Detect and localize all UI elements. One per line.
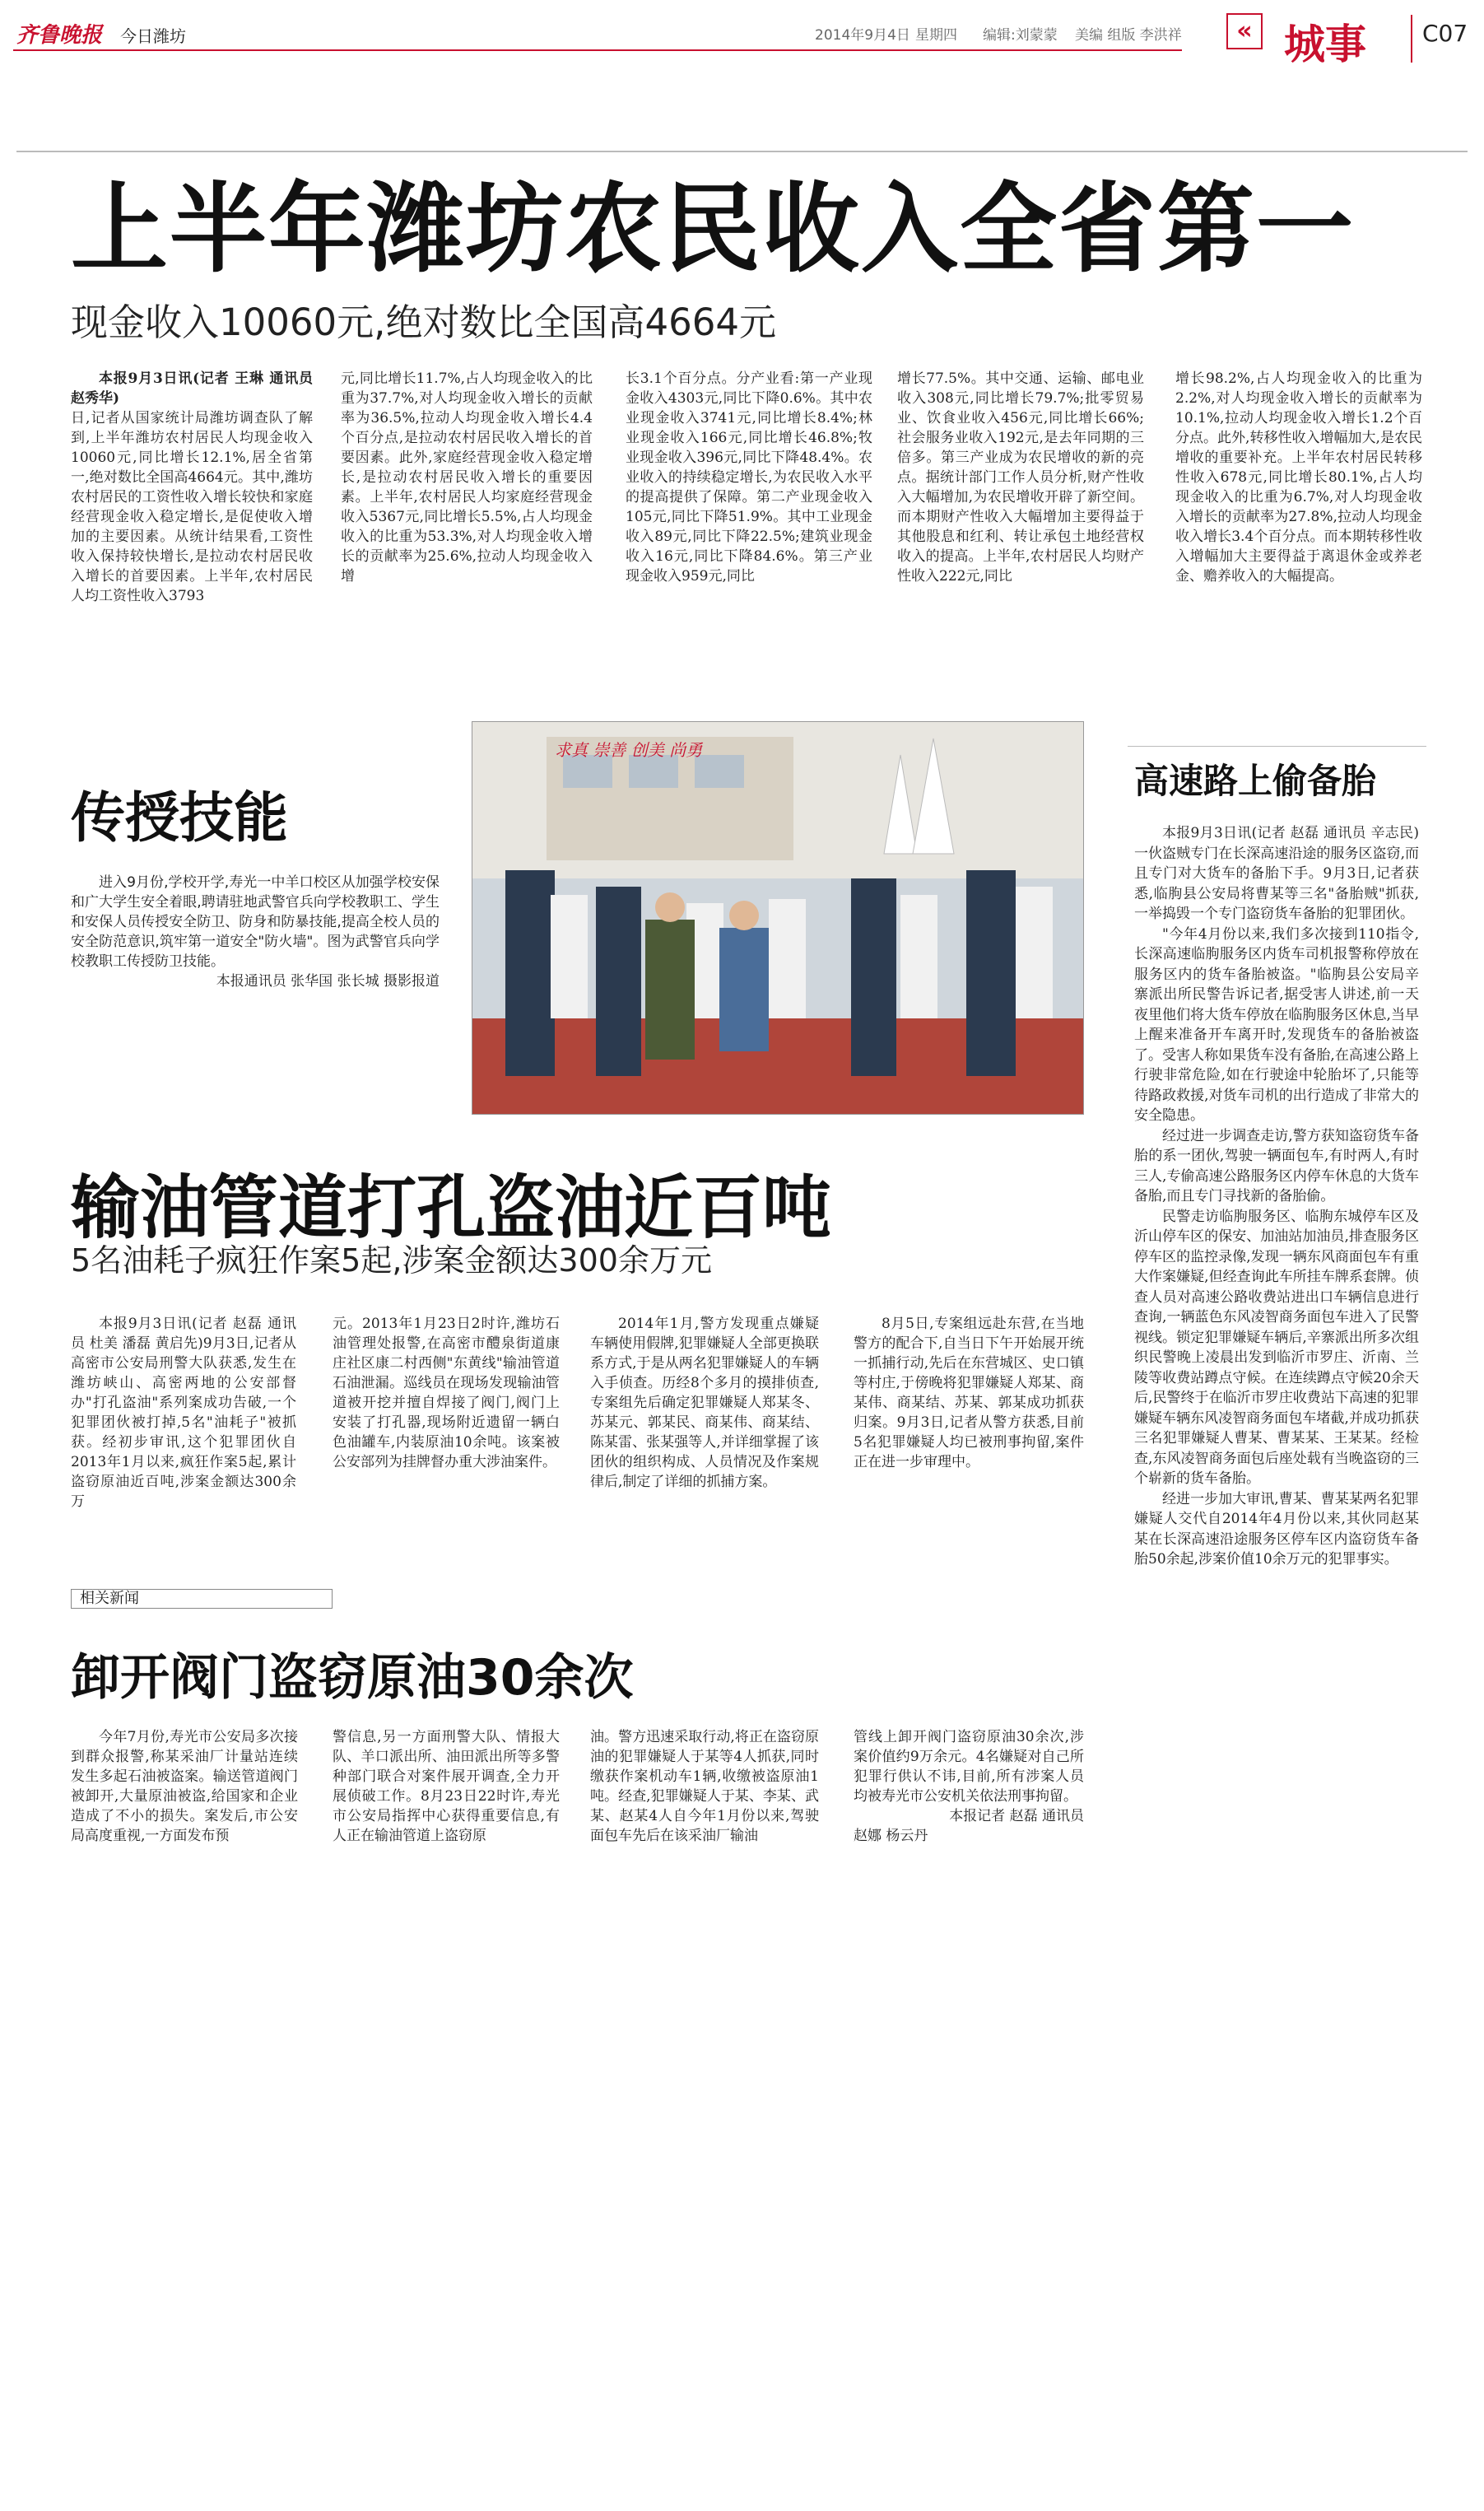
related-paragraph: 警信息,另一方面刑警大队、情报大队、羊口派出所、油田派出所等多警种部门联合对案件展开调查,全力开展侦破工作。8月23日22时许,寿光市公安局指挥中心获得重要信息,有人正在输油管道上盗窃原 <box>333 1729 560 1844</box>
section-divider <box>1411 15 1412 63</box>
editor-label: 编辑:刘蒙蒙 <box>983 27 1058 44</box>
oil-column-3 <box>590 1314 819 1569</box>
related-column-1 <box>71 1727 298 1875</box>
page-number: C07 <box>1422 20 1468 47</box>
oil-subheadline: 5名油耗子疯狂作案5起,涉案金额达300余万元 <box>71 1242 712 1279</box>
highway-top-rule <box>1128 746 1426 747</box>
related-paragraph: 油。警方迅速采取行动,将正在盗窃原油的犯罪嫌疑人于某等4人抓获,同时缴获作案机动车1辆,收缴被盗原油1吨。经查,犯罪嫌疑人于某、李某、武某、赵某4人自今年1月份以来,驾驶面包车先后在该采油厂输油 <box>590 1729 819 1844</box>
date-label: 2014年9月4日 <box>815 27 910 44</box>
oil-headline: 输油管道打孔盗油近百吨 <box>71 1167 832 1248</box>
lead-paragraph: 增长77.5%。其中交通、运输、邮电业收入308元,同比增长79.7%;批零贸易业、饮食业收入456元,同比增长66%;社会服务业收入192元,是去年同期的三倍多。第三产业成为农民增收的新的亮点。据统计部门工作人员分析,财产性收入大幅增加,为农民增收开辟了新空间。而本期财产性收入大幅增加主要得益于其他股息和红利、转让承包土地经营权收入的提高。上半年,农村居民人均财产性收入222元,同比 <box>897 370 1144 585</box>
related-paragraph: 今年7月份,寿光市公安局多次接到群众报警,称某采油厂计量站连续发生多起石油被盗案。输送管道阀门被卸开,大量原油被盗,给国家和企业造成了不小的损失。案发后,市公安局高度重视,一方面发布预 <box>71 1729 298 1844</box>
oil-column-2 <box>333 1314 560 1569</box>
related-credit-1: 本报记者 赵磊 通讯员 <box>949 1808 1084 1824</box>
section-title: 城事 <box>1284 21 1366 68</box>
lead-headline: 上半年潍坊农民收入全省第一 <box>71 172 1356 286</box>
related-column-4 <box>854 1727 1084 1875</box>
news-photo <box>472 721 1084 1115</box>
oil-paragraph: 8月5日,专案组远赴东营,在当地警方的配合下,自当日下午开始展开统一抓捕行动,先后在东营城区、史口镇等村庄,于傍晚将犯罪嫌疑人郑某、商某伟、商某结、苏某、郭某成功抓获归案。9月3日,记者从警方获悉,目前5名犯罪嫌疑人均已被刑事拘留,案件正在进一步审理中。 <box>854 1316 1084 1470</box>
highway-paragraph: 经过进一步调查走访,警方获知盗窃货车备胎的系一团伙,驾驶一辆面包车,有时两人,有时三人,专偷高速公路服务区内停车休息的大货车备胎,而且专门寻找新的备胎偷。 <box>1134 1127 1419 1204</box>
section-chevron-icon: « <box>1226 13 1263 49</box>
lead-column-4 <box>897 369 1144 673</box>
lead-byline: 本报9月3日讯(记者 王琳 通讯员 赵秀华) <box>71 370 313 407</box>
lead-paragraph: 长3.1个百分点。分产业看:第一产业现金收入4303元,同比下降0.6%。其中农业现金收入3741元,同比增长8.4%;林业现金收入166元,同比增长46.8%;牧业现金收入396元,同比下降48.4%。农业收入的持续稳定增长,为农民收入水平的提高提供了保障。第二产业现金收入105元,同比下降51.9%。其中工业现金收入89元,同比下降22.5%;建筑业现金收入16元,同比下降84.6%。第三产业现金收入959元,同比 <box>626 370 872 585</box>
photo-illustration <box>472 722 1083 1114</box>
highway-paragraph: 本报9月3日讯(记者 赵磊 通讯员 辛志民)一伙盗贼专门在长深高速沿途的服务区盗窃,而且专门对大货车的备胎下手。9月3日,记者获悉,临朐县公安局将曹某等三名"备胎贼"抓获,一举捣毁一个专门盗窃货车备胎的犯罪团伙。 <box>1134 825 1419 922</box>
related-credit-2: 赵娜 杨云丹 <box>854 1828 928 1844</box>
top-rule <box>16 151 1468 152</box>
related-label: 相关新闻 <box>80 1590 139 1607</box>
lead-column-5 <box>1175 369 1422 673</box>
related-label-box <box>71 1589 333 1609</box>
oil-column-4 <box>854 1314 1084 1569</box>
related-headline: 卸开阀门盗窃原油30余次 <box>71 1649 634 1707</box>
related-paragraph: 管线上卸开阀门盗窃原油30余次,涉案价值约9万余元。4名嫌疑对自己所犯罪行供认不讳,目前,所有涉案人员均被寿光市公安机关依法刑事拘留。 <box>854 1729 1084 1805</box>
lead-paragraph: 增长98.2%,占人均现金收入的比重为2.2%,对人均现金收入增长的贡献率为10.1%,拉动人均现金收入增长1.2个百分点。此外,转移性收入增幅加大,是农民增收的重要补充。上半年农村居民转移性收入678元,同比增长80.1%,占人均现金收入的比重为6.7%,对人均现金收入增长的贡献率为27.8%,拉动人均现金收入增长3.4个百分点。而本期转移性收入增幅加大主要得益于离退休金或养老金、赡养收入的大幅提高。 <box>1175 370 1422 585</box>
highway-body <box>1134 823 1419 1869</box>
photo-headline: 传授技能 <box>71 786 288 850</box>
highway-paragraph: "今年4月份以来,我们多次接到110指令,长深高速临朐服务区内货车司机报警称停放在服务区内的货车备胎被盗。"临朐县公安局辛寨派出所民警告诉记者,据受害人讲述,前一天夜里他们将大货车停放在临朐服务区休息,当早上醒来准备开车离开时,发现货车的备胎被盗了。受害人称如果货车没有备胎,在高速公路上行驶非常危险,如在行驶途中轮胎坏了,只能等待路政救援,对货车司机的出行造成了非常大的安全隐患。 <box>1134 925 1419 1124</box>
highway-headline: 高速路上偷备胎 <box>1134 761 1377 801</box>
header-rule <box>13 49 1182 51</box>
photo-caption: 进入9月份,学校开学,寿光一中羊口校区从加强学校安保和广大学生安全着眼,聘请驻地武警官兵向学校教职工、学生和安保人员传授安全防卫、防身和防暴技能,提高全校人员的安全防范意识,筑牢第一道安全"防火墙"。图为武警官兵向学校教职工传授防卫技能。 <box>71 874 440 970</box>
oil-column-1 <box>71 1314 296 1569</box>
oil-paragraph: 2014年1月,警方发现重点嫌疑车辆使用假牌,犯罪嫌疑人全部更换联系方式,于是从两名犯罪嫌疑人的车辆入手侦查。历经8个多月的摸排侦查,专案组先后确定犯罪嫌疑人郑某冬、苏某元、郭某民、商某伟、商某结、陈某雷、张某强等人,并详细掌握了该团伙的组织构成、人员情况及作案规律后,制定了详细的抓捕方案。 <box>590 1316 819 1490</box>
lead-subheadline: 现金收入10060元,绝对数比全国高4664元 <box>71 300 776 344</box>
lead-column-1 <box>71 369 313 673</box>
designer-label: 美编 组版 李洪祥 <box>1075 27 1182 44</box>
photo-caption-block <box>71 873 440 1046</box>
related-column-3 <box>590 1727 819 1875</box>
highway-paragraph: 经进一步加大审讯,曹某、曹某某两名犯罪嫌疑人交代自2014年4月份以来,其伙同赵某某在长深高速沿途服务区停车区内盗窃货车备胎50余起,涉案价值10余万元的犯罪事实。 <box>1134 1490 1419 1568</box>
oil-paragraph: 本报9月3日讯(记者 赵磊 通讯员 杜美 潘磊 黄启先)9月3日,记者从高密市公安局刑警大队获悉,发生在潍坊峡山、高密两地的公安部督办"打孔盗油"系列案成功告破,一个犯罪团伙被打掉,5名"油耗子"被抓获。经初步审讯,这个犯罪团伙自2013年1月以来,疯狂作案5起,累计盗窃原油近百吨,涉案金额达300余万 <box>71 1316 296 1510</box>
oil-paragraph: 元。2013年1月23日2时许,潍坊石油管理处报警,在高密市醴泉街道康庄社区康二村西侧"东黄线"输油管道石油泄漏。巡线员在现场发现输油管道被开挖并擅自焊接了阀门,阀门上安装了打孔器,现场附近遗留一辆白色油罐车,内装原油10余吨。该案被公安部列为挂牌督办重大涉油案件。 <box>333 1316 560 1470</box>
weekday-label: 星期四 <box>915 27 957 44</box>
photo-credit: 本报通讯员 张华国 张长城 摄影报道 <box>216 973 440 990</box>
photo-banner-text: 求真 崇善 创美 尚勇 <box>555 740 703 760</box>
related-column-2 <box>333 1727 560 1875</box>
lead-column-2 <box>341 369 593 673</box>
edition-label: 今日潍坊 <box>120 26 186 46</box>
paper-name: 齐鲁晚报 <box>16 23 103 48</box>
highway-paragraph: 民警走访临朐服务区、临朐东城停车区及沂山停车区的保安、加油站加油员,排查服务区停车区的监控录像,发现一辆东风商面包车有重大作案嫌疑,但经查询此车所挂车牌系套牌。侦查人员对高速公路收费站进出口车辆信息进行查询,一辆蓝色东风凌智商务面包车进入了民警视线。锁定犯罪嫌疑车辆后,辛寨派出所多次组织民警晚上凌晨出发到临沂市罗庄、沂南、兰陵等收费站蹲点守候。在连续蹲点守候20余天后,民警终于在临沂市罗庄收费站下高速的犯罪嫌疑车辆东风凌智商务面包车堵截,并成功抓获三名犯罪嫌疑人曹某、曹某某、王某某。经检查,东风凌智商务面包后座处载有当晚盗窃的三个崭新的货车备胎。 <box>1134 1208 1419 1487</box>
lead-paragraph: 日,记者从国家统计局潍坊调查队了解到,上半年潍坊农村居民人均现金收入10060元,同比增长12.1%,居全省第一,绝对数比全国高4664元。其中,潍坊农村居民的工资性收入增长较快和家庭经营现金收入稳定增长,是促使收入增加的主要因素。从统计结果看,工资性收入保持较快增长,是拉动农村居民收入增长的首要因素。上半年,农村居民人均工资性收入3793 <box>71 410 313 604</box>
lead-column-3 <box>626 369 872 673</box>
lead-paragraph: 元,同比增长11.7%,占人均现金收入的比重为37.7%,对人均现金收入增长的贡献率为36.5%,拉动人均现金收入增长4.4个百分点,是拉动农村居民收入增长的首要因素。此外,家庭经营现金收入稳定增长,是拉动农村居民收入增长的重要因素。上半年,农村居民人均家庭经营现金收入5367元,同比增长5.5%,占人均现金收入的比重为53.3%,对人均现金收入增长的贡献率为25.6%,拉动人均现金收入增 <box>341 370 593 585</box>
